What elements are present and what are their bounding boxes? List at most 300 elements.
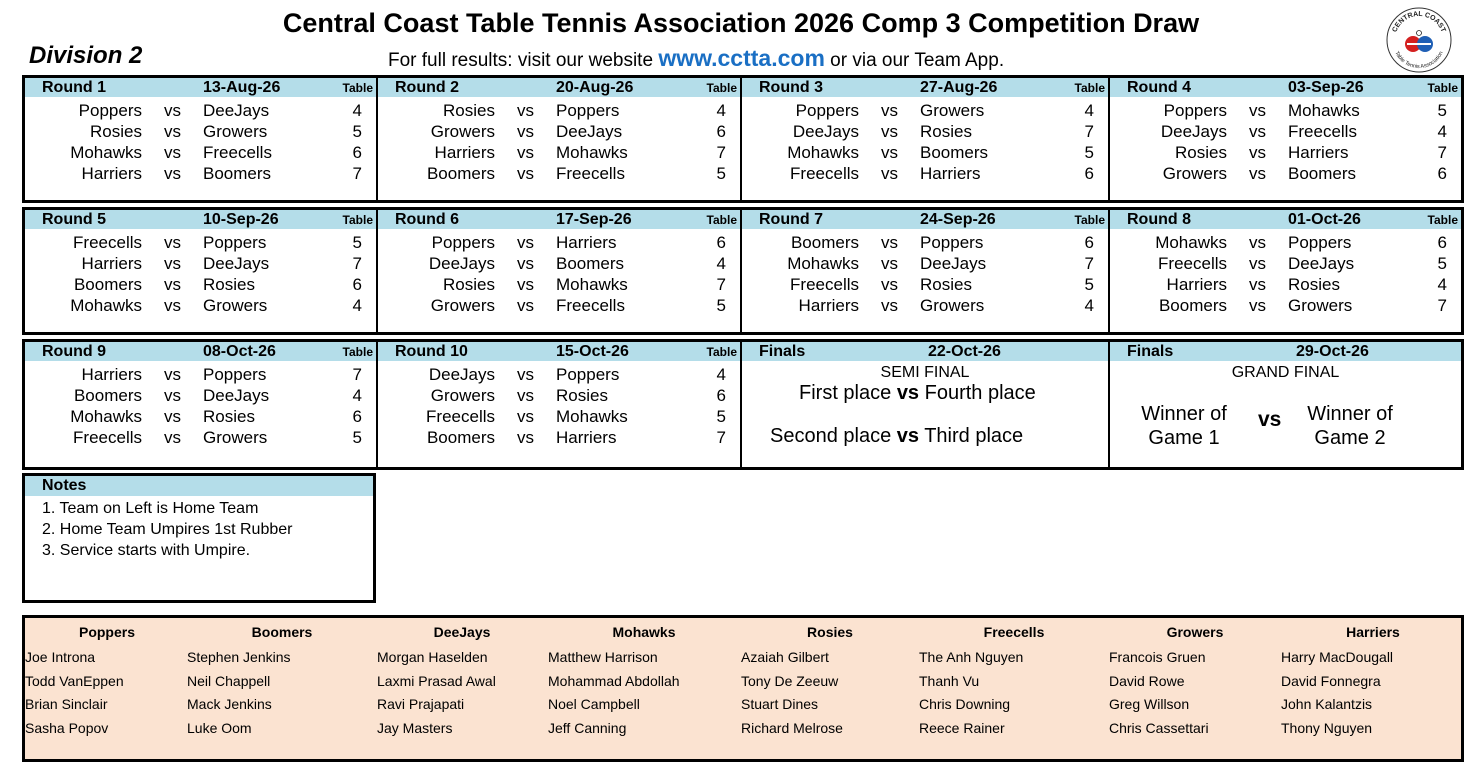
table-number: 5 [716,296,726,315]
player-name: Mack Jenkins [187,696,272,712]
away-team: Growers [920,101,985,120]
home-team: Mohawks [70,407,142,426]
match-row [25,385,376,406]
match-row [25,163,376,184]
round-1 [25,78,376,200]
match-row [378,142,740,163]
notes-title: Notes [25,476,373,496]
round-name: Round 7 [759,211,823,228]
away-team: Freecells [556,164,625,183]
player-name: Reece Rainer [919,719,1005,736]
vs-label: vs [1249,101,1266,120]
vs-label: vs [164,275,181,294]
round-name: Round 5 [42,211,106,228]
home-team: Boomers [426,428,495,447]
vs-label: vs [1249,254,1266,273]
match-row [378,121,740,142]
grand-final-label: GRAND FINAL [1231,364,1340,381]
match-row [25,100,376,121]
page-title: Central Coast Table Tennis Association 2026 Comp 3 Competition Draw [282,8,1200,38]
table-header: Table [342,345,373,359]
match-row [742,253,1108,274]
round-header [25,78,376,97]
home-team: Harriers [798,296,859,315]
home-team: Growers [430,122,495,141]
home-team: Mohawks [787,143,859,162]
home-team: DeeJays [792,122,859,141]
vs-label: vs [164,428,181,447]
table-number: 7 [352,164,362,183]
player-name: Greg Willson [1109,696,1190,712]
away-team: Rosies [203,407,255,426]
note-item: 1. Team on Left is Home Team [42,500,259,517]
home-team: Harriers [434,143,495,162]
team-name: Growers [1166,624,1224,640]
match-row [378,427,740,448]
table-number: 7 [1437,296,1447,315]
match-row [1110,100,1461,121]
vs-label: vs [881,101,898,120]
home-team: Freecells [73,428,142,447]
note-item: 2. Home Team Umpires 1st Rubber [42,521,293,538]
away-team: Poppers [920,233,984,252]
home-team: Rosies [443,275,495,294]
match-row [25,253,376,274]
logo-bottom-text: Table Tennis Association [1393,50,1445,71]
match-row [742,142,1108,163]
player-name: Mohammad Abdollah [548,672,680,689]
vs-label: vs [1249,233,1266,252]
home-team: Growers [1162,164,1227,183]
match-row [25,406,376,427]
match-row [742,100,1108,121]
table-number: 6 [352,143,362,162]
grand-final-left [1124,402,1244,450]
home-team: DeeJays [428,254,495,273]
player-name: Luke Oom [187,719,252,736]
away-team: Mohawks [556,275,628,294]
vs-label: vs [164,296,181,315]
player-name: Brian Sinclair [25,696,108,712]
player-name: Noel Campbell [548,696,640,712]
finals-label: Finals [759,343,806,360]
home-team: Rosies [90,122,142,141]
away-team: Rosies [203,275,255,294]
table-number: 7 [1084,122,1094,141]
semi-right: Fourth place [924,382,1036,404]
home-team: Boomers [1158,296,1227,315]
round-name: Round 4 [1127,79,1191,96]
home-team: Poppers [78,101,142,120]
match-row [1110,232,1461,253]
round-header [742,78,1108,97]
semi-left: First place [799,382,892,404]
match-row [25,232,376,253]
player-name: David Rowe [1109,672,1185,689]
match-row [742,295,1108,316]
table-header: Table [706,81,737,95]
vs-label: vs [164,365,181,384]
player-list [741,646,843,740]
logo-top-text: CENTRAL COAST [1391,10,1447,34]
player-name: Todd VanEppen [25,672,124,689]
home-team: Growers [430,296,495,315]
vs-label: vs [517,386,534,405]
player-name: Thanh Vu [919,672,980,689]
home-team: Freecells [73,233,142,252]
away-team: Poppers [203,233,267,252]
table-number: 5 [1437,254,1447,273]
home-team: Harriers [81,164,142,183]
home-team: Boomers [426,164,495,183]
vs-label: vs [881,275,898,294]
team-column [25,622,187,757]
match-row [378,232,740,253]
vs-label: vs [881,254,898,273]
table-number: 5 [1437,101,1447,120]
player-name: Stephen Jenkins [187,649,291,665]
table-number: 5 [716,407,726,426]
round-7 [740,210,1108,332]
ball-icon [1417,31,1422,36]
away-team: Freecells [203,143,272,162]
association-logo [1385,6,1453,74]
player-name: Neil Chappell [187,672,271,689]
table-number: 6 [1084,164,1094,183]
vs-label: vs [517,164,534,183]
match-row [378,100,740,121]
finals-date: 29-Oct-26 [1296,343,1369,360]
away-team: DeeJays [1288,254,1355,273]
vs-label: vs [1249,122,1266,141]
round-header [378,78,740,97]
round-date: 03-Sep-26 [1288,79,1364,96]
semi-final-match-2 [770,425,1023,448]
player-list [1281,646,1393,740]
home-team: Harriers [81,254,142,273]
match-row [25,295,376,316]
vs-label: vs [881,143,898,162]
table-number: 4 [1084,101,1094,120]
vs-label: vs [896,425,920,447]
table-number: 5 [1084,275,1094,294]
table-number: 5 [1084,143,1094,162]
vs-label: vs [517,365,534,384]
match-row [25,142,376,163]
vs-label: vs [164,101,181,120]
player-name: John Kalantzis [1281,696,1373,712]
away-team: Boomers [1288,164,1357,183]
away-team: Harriers [920,164,981,183]
vs-label: vs [517,296,534,315]
away-team: Growers [203,122,268,141]
round-header [25,210,376,229]
match-row [25,274,376,295]
table-number: 7 [716,428,726,447]
match-row [378,385,740,406]
table-header: Table [1074,81,1105,95]
vs-label: vs [1258,408,1282,431]
player-list [548,646,680,740]
table-number: 4 [1437,275,1447,294]
round-header [1110,78,1461,97]
away-team: Growers [1288,296,1353,315]
round-date: 01-Oct-26 [1288,211,1361,228]
table-number: 6 [716,386,726,405]
away-team: DeeJays [556,122,623,141]
home-team: Boomers [73,275,142,294]
player-name: Chris Downing [919,696,1011,712]
notes-box [22,473,376,603]
match-row [742,232,1108,253]
away-team: Rosies [920,275,972,294]
table-number: 7 [352,365,362,384]
table-number: 6 [352,407,362,426]
website-line [388,45,1004,72]
home-team: Freecells [790,275,859,294]
match-row [1110,121,1461,142]
table-number: 7 [1437,143,1447,162]
rounds-block-2 [22,207,1464,335]
table-header: Table [342,213,373,227]
round-date: 24-Sep-26 [920,211,996,228]
vs-label: vs [164,386,181,405]
home-team: Freecells [1158,254,1227,273]
vs-label: vs [881,296,898,315]
away-team: Poppers [1288,233,1352,252]
round-9 [25,342,376,467]
round-header [25,342,376,361]
table-number: 6 [352,275,362,294]
vs-label: vs [164,233,181,252]
table-number: 7 [1084,254,1094,273]
home-team: DeeJays [1160,122,1227,141]
round-name: Round 10 [395,343,468,360]
table-number: 7 [716,143,726,162]
semi-final-match-1 [799,382,1036,405]
player-list [377,646,496,740]
round-name: Round 1 [42,79,106,96]
away-team: Mohawks [1288,101,1360,120]
player-name: Morgan Haselden [377,649,488,665]
match-row [378,253,740,274]
team-name: Harriers [1346,624,1400,640]
away-team: Poppers [556,101,620,120]
match-row [25,364,376,385]
vs-label: vs [517,407,534,426]
home-team: Harriers [1166,275,1227,294]
vs-label: vs [164,122,181,141]
round-name: Round 2 [395,79,459,96]
vs-label: vs [881,122,898,141]
player-name: Azaiah Gilbert [741,649,829,665]
player-name: Jay Masters [377,719,453,736]
table-number: 6 [1437,233,1447,252]
match-row [1110,274,1461,295]
round-5 [25,210,376,332]
winner-line: Winner of [1307,403,1393,425]
round-10 [376,342,740,467]
player-name: Tony De Zeeuw [741,672,839,689]
round-header [378,210,740,229]
round-header [1110,210,1461,229]
team-name: Mohawks [612,624,676,640]
home-team: Rosies [1175,143,1227,162]
away-team: Mohawks [556,143,628,162]
home-team: Freecells [426,407,495,426]
away-team: Freecells [556,296,625,315]
table-header: Table [1427,81,1458,95]
table-header: Table [1427,213,1458,227]
away-team: Harriers [556,233,617,252]
table-header: Table [706,213,737,227]
table-number: 4 [352,101,362,120]
table-number: 4 [716,101,726,120]
vs-label: vs [517,122,534,141]
table-number: 5 [716,164,726,183]
round-name: Round 8 [1127,211,1191,228]
vs-label: vs [517,143,534,162]
team-column [741,622,919,757]
match-row [742,163,1108,184]
player-name: David Fonnegra [1281,672,1381,689]
round-date: 13-Aug-26 [203,79,281,96]
table-header: Table [1074,213,1105,227]
grand-final-right [1290,402,1410,450]
home-team: Growers [430,386,495,405]
round-date: 10-Sep-26 [203,211,279,228]
team-column [377,622,548,757]
vs-label: vs [517,254,534,273]
notes-list [25,496,373,561]
table-number: 7 [352,254,362,273]
table-number: 6 [716,233,726,252]
team-name: Freecells [983,624,1045,640]
away-team: Poppers [203,365,267,384]
vs-label: vs [1249,296,1266,315]
vs-label: vs [1249,143,1266,162]
player-list [25,646,124,740]
away-team: Growers [203,428,268,447]
player-name: Francois Gruen [1109,649,1206,665]
home-team: Mohawks [70,143,142,162]
vs-label: vs [164,254,181,273]
semi-final-header [742,342,1108,361]
away-team: Growers [920,296,985,315]
player-name: Matthew Harrison [548,649,658,665]
winner-line: Winner of [1141,403,1227,425]
away-team: DeeJays [203,386,270,405]
round-6 [376,210,740,332]
team-column [1109,622,1281,757]
rounds-block-1 [22,75,1464,203]
player-name: Harry MacDougall [1281,649,1394,665]
table-number: 4 [1437,122,1447,141]
away-team: Rosies [920,122,972,141]
away-team: Harriers [1288,143,1349,162]
round-header [378,342,740,361]
away-team: Boomers [920,143,989,162]
player-name: Joe Introna [25,649,96,665]
rounds-block-3 [22,339,1464,470]
table-number: 4 [352,386,362,405]
team-name: Poppers [78,624,135,640]
vs-label: vs [164,164,181,183]
table-number: 6 [1084,233,1094,252]
round-name: Round 3 [759,79,823,96]
home-team: Mohawks [70,296,142,315]
vs-label: vs [1249,275,1266,294]
vs-label: vs [896,382,920,404]
away-team: Mohawks [556,407,628,426]
match-row [1110,295,1461,316]
vs-label: vs [517,428,534,447]
semi-final-label: SEMI FINAL [880,364,970,381]
away-team: Harriers [556,428,617,447]
round-8 [1108,210,1461,332]
player-name: Stuart Dines [741,696,819,712]
table-number: 7 [716,275,726,294]
match-row [1110,142,1461,163]
vs-label: vs [517,233,534,252]
home-team: DeeJays [428,365,495,384]
vs-label: vs [1249,164,1266,183]
player-name: Jeff Canning [548,719,627,736]
note-item: 3. Service starts with Umpire. [42,542,251,559]
table-number: 4 [716,254,726,273]
player-list [1109,646,1209,740]
round-3 [740,78,1108,200]
match-row [1110,163,1461,184]
round-name: Round 9 [42,343,106,360]
team-column [919,622,1109,757]
away-team: DeeJays [203,254,270,273]
table-number: 4 [716,365,726,384]
table-number: 5 [352,122,362,141]
vs-label: vs [517,275,534,294]
player-name: The Anh Nguyen [919,649,1024,665]
home-team: Poppers [795,101,859,120]
player-list [919,646,1023,740]
match-row [378,364,740,385]
grand-final [1108,342,1461,467]
away-team: Boomers [556,254,625,273]
website-prefix: For full results: visit our website [388,50,659,71]
home-team: Boomers [73,386,142,405]
game-line: Game 2 [1314,427,1386,449]
round-name: Round 6 [395,211,459,228]
round-date: 20-Aug-26 [556,79,634,96]
away-team: DeeJays [920,254,987,273]
vs-label: vs [517,101,534,120]
player-name: Thony Nguyen [1281,719,1373,736]
website-link[interactable]: www.cctta.com [658,45,825,71]
player-name: Chris Cassettari [1109,719,1209,736]
table-header: Table [342,81,373,95]
away-team: Rosies [556,386,608,405]
table-number: 6 [716,122,726,141]
player-name: Sasha Popov [25,719,109,736]
vs-label: vs [881,164,898,183]
player-name: Richard Melrose [741,719,843,736]
away-team: Poppers [556,365,620,384]
round-header [742,210,1108,229]
round-date: 15-Oct-26 [556,343,629,360]
round-date: 08-Oct-26 [203,343,276,360]
finals-label: Finals [1127,343,1174,360]
table-number: 6 [1437,164,1447,183]
semi-final [740,342,1108,467]
